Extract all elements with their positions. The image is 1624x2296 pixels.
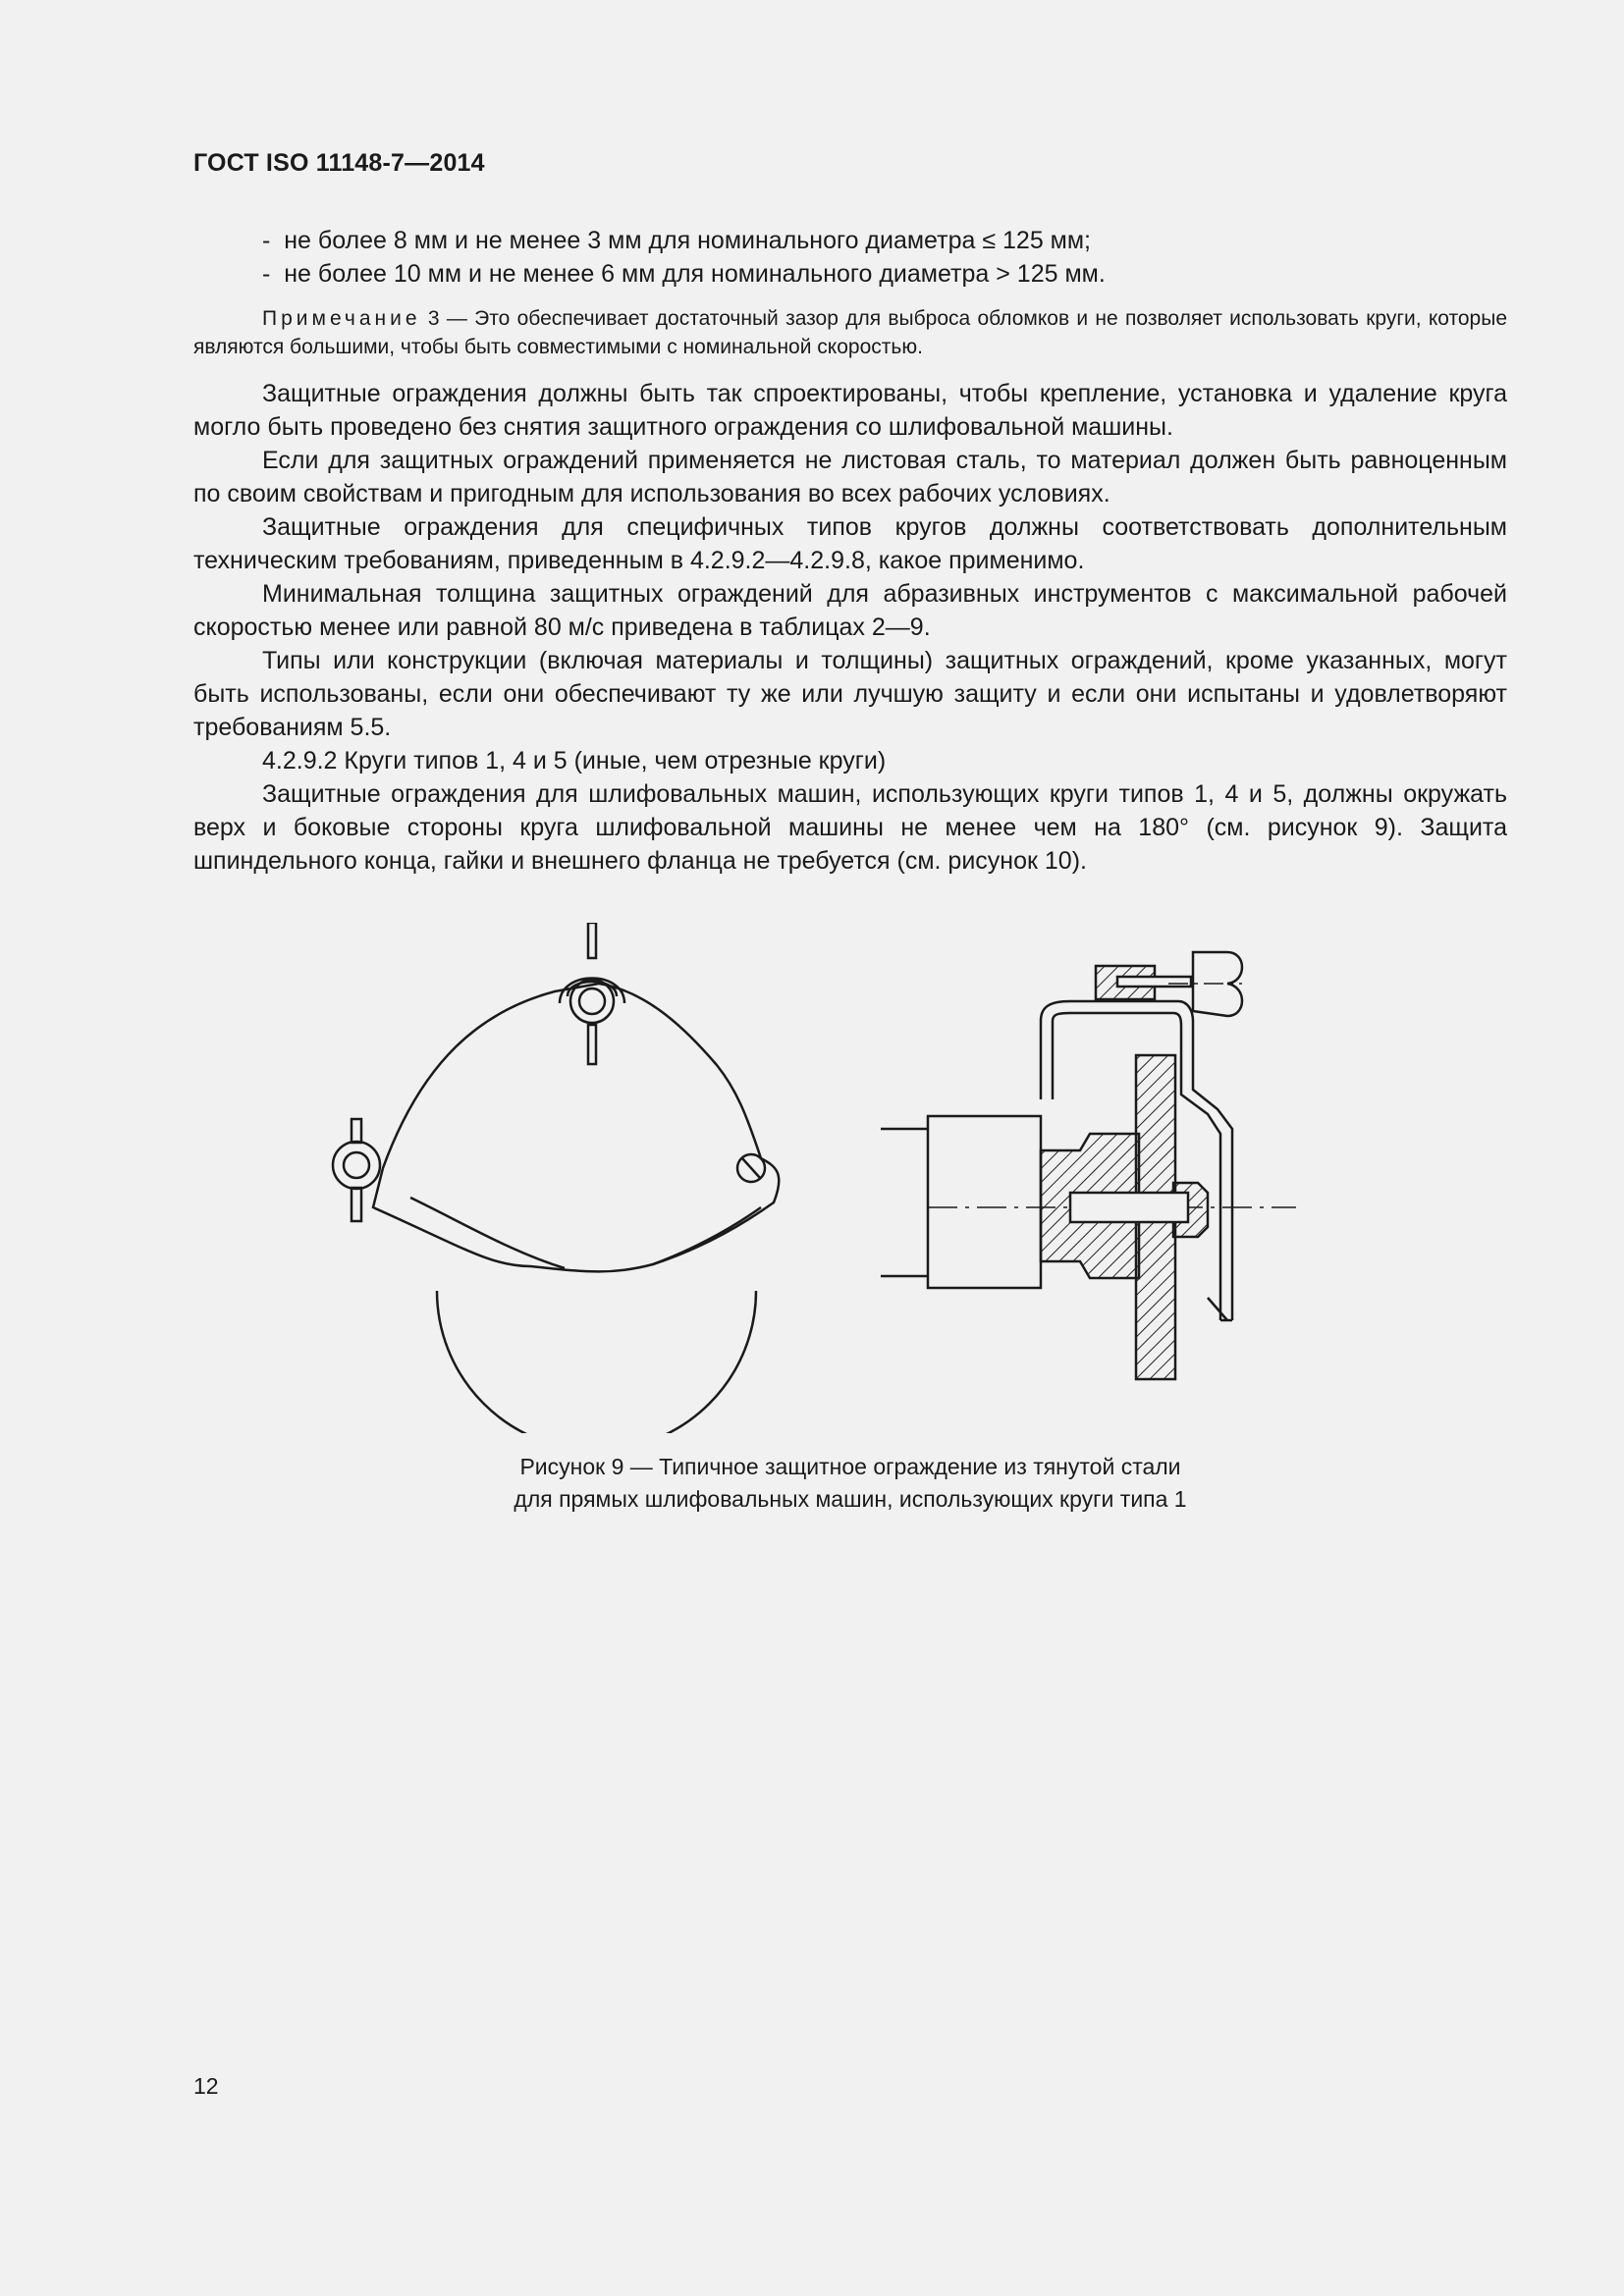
figure-caption-line: Рисунок 9 — Типичное защитное ограждение из тянутой стали bbox=[519, 1454, 1181, 1479]
list-item: - не более 10 мм и не менее 6 мм для номинального диаметра > 125 мм. bbox=[262, 260, 1106, 288]
note bbox=[193, 304, 1507, 361]
paragraph: Минимальная толщина защитных ограждений для абразивных инструментов с максимальной рабочей скоростью менее или равной 80 м/с приведена в таблицах 2—9. bbox=[193, 580, 1507, 641]
top-clamp-bolt bbox=[570, 980, 614, 1023]
paragraph: Если для защитных ограждений применяется не листовая сталь, то материал должен быть равноценным по своим свойствам и пригодным для использования во всех рабочих условиях. bbox=[193, 447, 1507, 507]
note-label: Примечание bbox=[262, 307, 421, 330]
section-heading: 4.2.9.2 Круги типов 1, 4 и 5 (иные, чем отрезные круги) bbox=[262, 747, 887, 774]
figure-caption bbox=[193, 1451, 1507, 1516]
paragraph: Типы или конструкции (включая материалы и толщины) защитных ограждений, кроме указанных, могут быть использованы, если они обеспечивают ту же или лучшую защиту и если они испытаны и удовлетворяют требованиям 5.5. bbox=[193, 647, 1507, 741]
note-text: 3 — Это обеспечивает достаточный зазор для выброса обломков и не позволяет использовать круги, которые являются большими, чтобы быть совместимыми с номинальной скоростью. bbox=[193, 307, 1508, 358]
body-text bbox=[193, 224, 1507, 878]
paragraph: Защитные ограждения для шлифовальных машин, использующих круги типов 1, 4 и 5, должны окружать верх и боковые стороны круга шлифовальной машины не менее чем на 180° (см. рисунок 9). Защита шпиндельного конца, гайки и внешнего фланца не требуется (см. рисунок 10). bbox=[193, 780, 1507, 875]
guard-section-view bbox=[881, 952, 1296, 1379]
figure-caption-line: для прямых шлифовальных машин, использующих круги типа 1 bbox=[514, 1486, 1187, 1512]
wheel-outline bbox=[437, 1291, 756, 1433]
document-header: ГОСТ ISO 11148-7—2014 bbox=[193, 149, 485, 177]
list-item: - не более 8 мм и не менее 3 мм для номинального диаметра ≤ 125 мм; bbox=[262, 227, 1091, 254]
paragraph: Защитные ограждения для специфичных типов кругов должны соответствовать дополнительным техническим требованиям, приведенным в 4.2.9.2—4.2.9.8, какое применимо. bbox=[193, 513, 1507, 574]
page-number: 12 bbox=[193, 2073, 219, 2099]
paragraph: Защитные ограждения должны быть так спроектированы, чтобы крепление, установка и удаление круга могло быть проведено без снятия защитного ограждения со шлифовальной машины. bbox=[193, 380, 1507, 441]
guard-front-view bbox=[333, 923, 779, 1433]
left-clamp-bolt bbox=[333, 1142, 380, 1189]
guard-body bbox=[373, 984, 779, 1271]
figure-9-drawing bbox=[314, 923, 1394, 1433]
